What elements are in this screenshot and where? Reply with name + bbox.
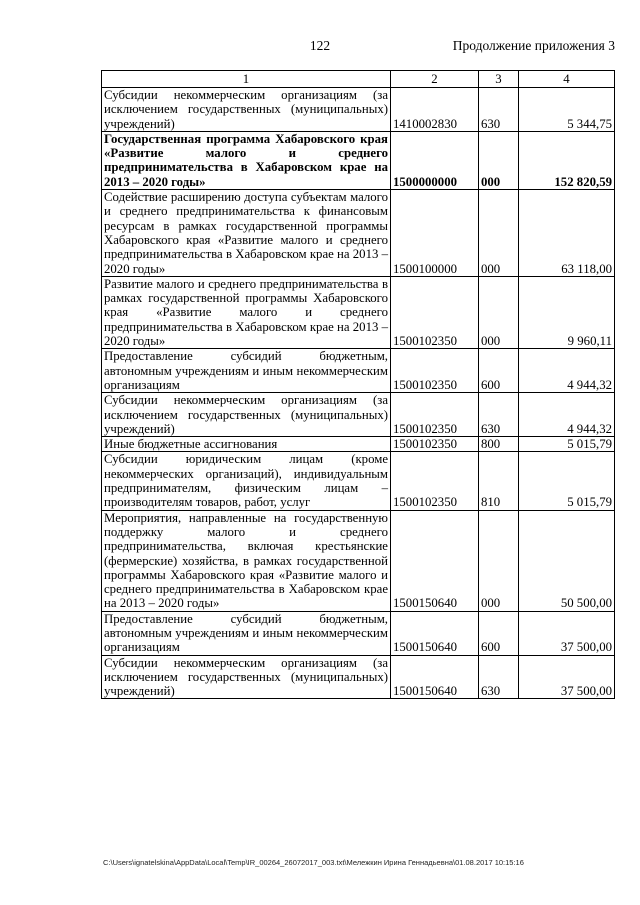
column-header: 3 [479, 71, 519, 88]
table-header-row [102, 71, 615, 88]
row-name-cell: Субсидии некоммерческим организациям (за исключением государственных (муниципальных) учреждений) [102, 393, 391, 437]
table-body [102, 88, 615, 699]
row-name-cell: Развитие малого и среднего предпринимательства в рамках государственной программы Хабаровского края «Развитие малого и среднего предпринимательства в Хабаровском крае на 2013 – 2020 годы» [102, 276, 391, 348]
row-code-cell: 1500102350 [391, 437, 479, 452]
table-row [102, 276, 615, 348]
row-code-cell: 1500102350 [391, 349, 479, 393]
row-name-cell: Содействие расширению доступа субъектам малого и среднего предпринимательства к финансовым ресурсам в рамках государственной программы Хабаровского края «Развитие малого и среднего предпринимательства в Хабаровском крае на 2013 – 2020 годы» [102, 190, 391, 277]
row-amount-cell: 50 500,00 [519, 510, 615, 611]
row-vr-cell: 600 [479, 349, 519, 393]
row-amount-cell: 37 500,00 [519, 611, 615, 655]
row-amount-cell: 9 960,11 [519, 276, 615, 348]
column-header: 4 [519, 71, 615, 88]
table-row [102, 452, 615, 510]
column-header: 2 [391, 71, 479, 88]
table-row [102, 437, 615, 452]
row-vr-cell: 000 [479, 131, 519, 189]
row-code-cell: 1410002830 [391, 88, 479, 132]
footer-file-path: C:\Users\ignatelskina\AppData\Local\Temp\IR_00264_26072017_003.txt\Мележкин Ирина Геннадьевна\01.08.2017 10:15:16 [103, 858, 524, 867]
row-vr-cell: 600 [479, 611, 519, 655]
row-vr-cell: 000 [479, 510, 519, 611]
column-header: 1 [102, 71, 391, 88]
row-amount-cell: 4 944,32 [519, 349, 615, 393]
row-amount-cell: 152 820,59 [519, 131, 615, 189]
row-amount-cell: 5 015,79 [519, 437, 615, 452]
row-amount-cell: 37 500,00 [519, 655, 615, 699]
table-row [102, 655, 615, 699]
row-amount-cell: 5 015,79 [519, 452, 615, 510]
row-amount-cell: 5 344,75 [519, 88, 615, 132]
row-vr-cell: 630 [479, 655, 519, 699]
table-row [102, 611, 615, 655]
table-row [102, 88, 615, 132]
row-name-cell: Субсидии юридическим лицам (кроме некоммерческих организаций), индивидуальным предпринимателям, физическим лицам – производителям товаров, работ, услуг [102, 452, 391, 510]
row-vr-cell: 800 [479, 437, 519, 452]
table-row [102, 393, 615, 437]
row-name-cell: Мероприятия, направленные на государственную поддержку малого и среднего предпринимательства, включая крестьянские (фермерские) хозяйства, в рамках государственной программы Хабаровского края «Развитие малого и среднего предпринимательства в Хабаровском крае на 2013 – 2020 годы» [102, 510, 391, 611]
row-code-cell: 1500102350 [391, 276, 479, 348]
row-name-cell: Иные бюджетные ассигнования [102, 437, 391, 452]
row-code-cell: 1500150640 [391, 655, 479, 699]
table-row [102, 349, 615, 393]
row-vr-cell: 000 [479, 276, 519, 348]
row-amount-cell: 4 944,32 [519, 393, 615, 437]
table-row [102, 131, 615, 189]
row-name-cell: Субсидии некоммерческим организациям (за исключением государственных (муниципальных) учреждений) [102, 655, 391, 699]
table-row [102, 510, 615, 611]
row-name-cell: Государственная программа Хабаровского края «Развитие малого и среднего предпринимательства в Хабаровском крае на 2013 – 2020 годы» [102, 131, 391, 189]
row-name-cell: Предоставление субсидий бюджетным, автономным учреждениям и иным некоммерческим организациям [102, 349, 391, 393]
row-vr-cell: 000 [479, 190, 519, 277]
continuation-label: Продолжение приложения 3 [452, 38, 615, 53]
row-code-cell: 1500102350 [391, 393, 479, 437]
row-vr-cell: 630 [479, 393, 519, 437]
row-vr-cell: 630 [479, 88, 519, 132]
page-number: 122 [309, 38, 331, 53]
row-name-cell: Предоставление субсидий бюджетным, автономным учреждениям и иным некоммерческим организациям [102, 611, 391, 655]
row-code-cell: 1500150640 [391, 611, 479, 655]
table-row [102, 190, 615, 277]
row-code-cell: 1500000000 [391, 131, 479, 189]
row-name-cell: Субсидии некоммерческим организациям (за исключением государственных (муниципальных) учреждений) [102, 88, 391, 132]
row-vr-cell: 810 [479, 452, 519, 510]
budget-table [101, 70, 615, 699]
row-amount-cell: 63 118,00 [519, 190, 615, 277]
row-code-cell: 1500150640 [391, 510, 479, 611]
row-code-cell: 1500102350 [391, 452, 479, 510]
row-code-cell: 1500100000 [391, 190, 479, 277]
